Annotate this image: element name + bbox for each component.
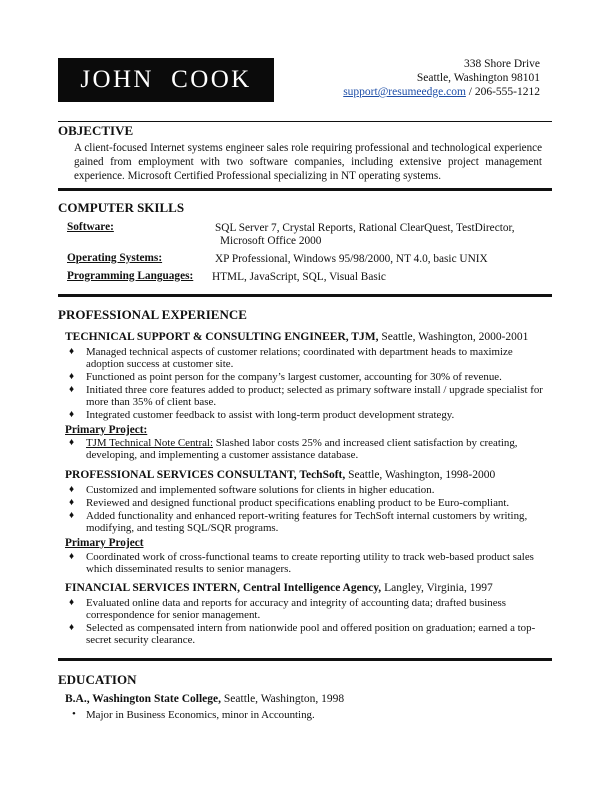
divider-experience xyxy=(58,658,552,661)
job-location: Seattle, Washington, 1998-2000 xyxy=(345,469,496,481)
skill-value: SQL Server 7, Crystal Reports, Rational ClearQuest, TestDirector, xyxy=(215,222,515,234)
skill-label: Operating Systems: xyxy=(67,252,163,264)
diamond-bullet-icon: ♦ xyxy=(69,496,75,508)
address-line-2: Seattle, Washington 98101 xyxy=(416,72,540,84)
diamond-bullet-icon: ♦ xyxy=(69,346,75,357)
primary-project-label: Primary Project xyxy=(65,537,144,549)
list-item: ♦ Evaluated online data and reports for accuracy and integrity of accounting data; drafted business correspondence for senior management. xyxy=(69,597,507,622)
divider-skills xyxy=(58,294,552,297)
email-phone-line xyxy=(343,85,540,99)
email-link[interactable]: support@resumeedge.com xyxy=(343,86,466,98)
job-bullets xyxy=(66,597,544,647)
education-bullets xyxy=(66,709,544,722)
diamond-bullet-icon: ♦ xyxy=(69,622,75,633)
diamond-bullet-icon: ♦ xyxy=(69,551,75,562)
job-heading xyxy=(65,331,528,343)
degree-heading xyxy=(65,693,344,705)
degree-location: Seattle, Washington, 1998 xyxy=(221,693,345,705)
diamond-bullet-icon: ♦ xyxy=(69,383,75,395)
project-bullets xyxy=(66,551,544,576)
list-item: • Major in Business Economics, minor in Accounting. xyxy=(72,708,315,721)
address-line-1: 338 Shore Drive xyxy=(463,58,540,70)
list-item: ♦ Reviewed and designed functional product specifications enabling product to be Euro-compliant. xyxy=(69,496,510,509)
degree: B.A., Washington State College, xyxy=(65,693,222,705)
diamond-bullet-icon: ♦ xyxy=(69,408,75,420)
job-bullets xyxy=(66,346,544,422)
list-item: ♦ Coordinated work of cross-functional teams to create reporting utility to track web-based product sales which disseminated results to senior managers. xyxy=(69,551,534,576)
list-item: ♦ Selected as compensated intern from nationwide pool and offered position on graduation; earned a top-secret security clearance. xyxy=(69,622,536,647)
phone-number: / 206-555-1212 xyxy=(465,86,540,98)
skills-title: COMPUTER SKILLS xyxy=(58,200,185,215)
job-title: TECHNICAL SUPPORT & CONSULTING ENGINEER, TJM, xyxy=(65,331,379,343)
diamond-bullet-icon: ♦ xyxy=(69,437,75,448)
job-bullets xyxy=(66,484,544,535)
diamond-bullet-icon: ♦ xyxy=(69,597,75,608)
primary-project-label: Primary Project: xyxy=(65,424,148,436)
list-item: ♦ TJM Technical Note Central: Slashed labor costs 25% and increased client satisfaction by creating, developing, and implementing a customer assistance database. xyxy=(69,437,518,462)
list-item: ♦ Added functionality and enhanced report-writing features for TechSoft internal customers by writing, modifying, and testing SQL/SQR programs. xyxy=(69,509,528,534)
divider-objective xyxy=(58,188,552,191)
diamond-bullet-icon: ♦ xyxy=(69,484,75,495)
skill-label: Programming Languages: xyxy=(67,270,194,282)
list-item: ♦ Customized and implemented software solutions for clients in higher education. xyxy=(69,484,435,496)
skill-value: HTML, JavaScript, SQL, Visual Basic xyxy=(212,271,386,283)
job-location: Seattle, Washington, 2000-2001 xyxy=(378,331,529,343)
skill-value-cont: Microsoft Office 2000 xyxy=(220,235,322,247)
list-item: ♦ Initiated three core features added to product; selected as primary software install / upgrade specialist for more than 35% of client base. xyxy=(69,383,543,408)
objective-text: A client-focused Internet systems engineer sales role requiring professional and technological experience gained from employment with two software companies, including extensive project management experience. Microsoft Certified Professional specializing in NT operating systems. xyxy=(74,142,542,183)
experience-title: PROFESSIONAL EXPERIENCE xyxy=(58,307,247,322)
list-item: ♦ Functioned as point person for the company’s largest customer, accounting for 30% of revenue. xyxy=(69,371,502,383)
divider-top xyxy=(58,121,552,122)
candidate-name: JOHN COOK xyxy=(80,66,252,93)
name-banner xyxy=(58,58,274,102)
objective-title: OBJECTIVE xyxy=(58,123,134,138)
diamond-bullet-icon: ♦ xyxy=(69,371,75,382)
list-item: ♦ Integrated customer feedback to assist with long-term product development strategy. xyxy=(69,408,455,421)
diamond-bullet-icon: ♦ xyxy=(69,509,75,521)
job-location: Langley, Virginia, 1997 xyxy=(381,582,493,594)
education-title: EDUCATION xyxy=(58,672,137,687)
contact-block xyxy=(343,57,540,99)
project-name: TJM Technical Note Central: xyxy=(86,437,213,449)
job-title: FINANCIAL SERVICES INTERN, Central Intelligence Agency, xyxy=(65,582,382,594)
list-item: ♦ Managed technical aspects of customer relations; coordinated with department heads to maximize adoption success at customer site. xyxy=(69,346,513,371)
dot-bullet-icon: • xyxy=(72,708,76,720)
job-heading xyxy=(65,582,493,594)
skill-label: Software: xyxy=(67,221,114,233)
skill-value: XP Professional, Windows 95/98/2000, NT 4.0, basic UNIX xyxy=(215,253,488,265)
project-bullets xyxy=(66,437,544,462)
job-title: PROFESSIONAL SERVICES CONSULTANT, TechSoft, xyxy=(65,469,346,481)
job-heading xyxy=(65,469,495,481)
